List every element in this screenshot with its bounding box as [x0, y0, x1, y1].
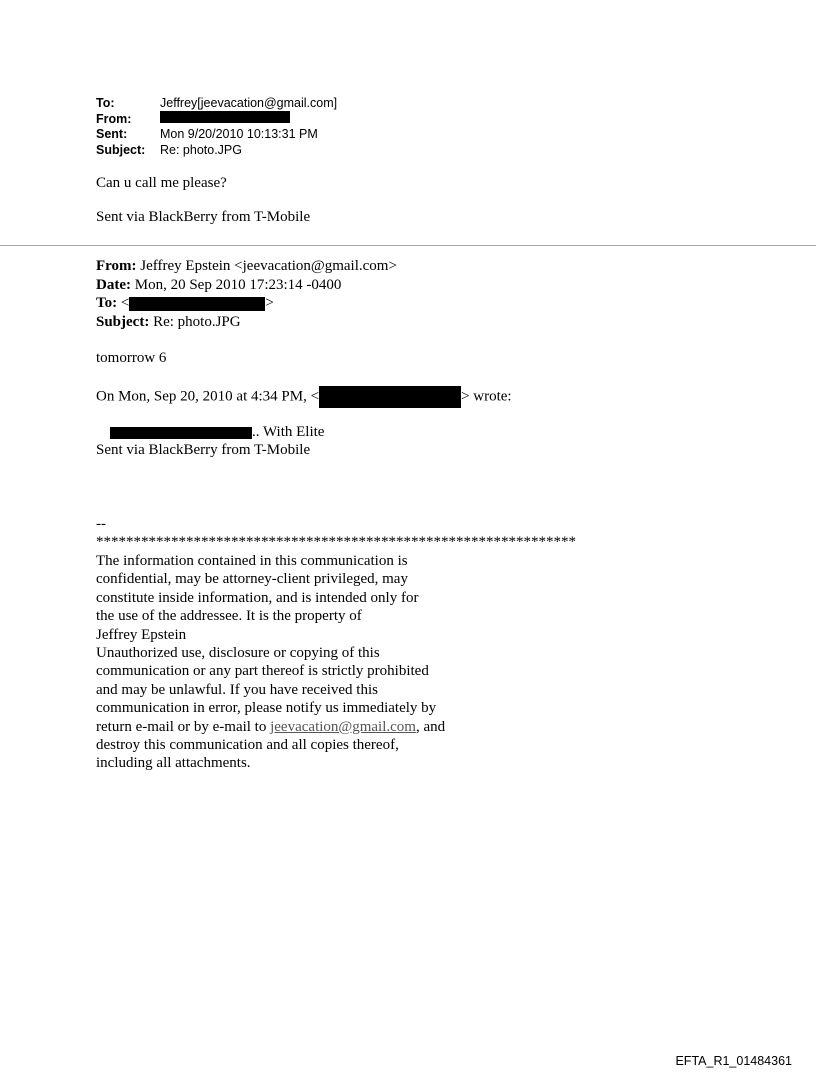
quoted-date-value: Mon, 20 Sep 2010 17:23:14 -0400	[134, 276, 342, 293]
redaction-box	[129, 297, 265, 311]
disclaimer-line: the use of the addressee. It is the property of	[96, 608, 362, 625]
quoted-subject-label: Subject:	[96, 313, 150, 330]
header-from-label: From:	[96, 111, 132, 126]
header-sent-value: Mon 9/20/2010 10:13:31 PM	[160, 127, 318, 142]
disclaimer-line: and may be unlawful. If you have received this	[96, 681, 378, 698]
disclaimer-line: confidential, may be attorney-client privileged, may	[96, 571, 408, 588]
quoted-from-line	[96, 257, 397, 275]
quoted-to-open: <	[120, 295, 130, 311]
disclaimer-line: Unauthorized use, disclosure or copying of this	[96, 645, 380, 662]
quoted-date-line	[96, 276, 341, 294]
redaction-box	[160, 111, 290, 123]
redaction-box	[110, 427, 252, 439]
quoted-from-label: From:	[96, 258, 137, 274]
quoted-subject-value: Re: photo.JPG	[153, 313, 241, 330]
disclaimer-line: including all attachments.	[96, 755, 251, 772]
quoted-to-label: To:	[96, 295, 118, 311]
link-line-prefix: return e-mail or by e-mail to	[96, 718, 271, 735]
disclaimer-dashes: --	[96, 516, 106, 532]
inner-signature: Sent via BlackBerry from T-Mobile	[96, 442, 311, 458]
disclaimer-link-line	[96, 718, 445, 736]
header-sent-label: Sent:	[96, 127, 128, 142]
disclaimer-line: destroy this communication and all copies thereof,	[96, 737, 399, 754]
link-line-suffix: , and	[415, 718, 446, 735]
header-to-label: To:	[96, 96, 115, 110]
disclaimer-line: Jeffrey Epstein	[96, 626, 187, 643]
disclaimer-line: constitute inside information, and is intended only for	[96, 589, 419, 606]
quoted-to-close: >	[265, 295, 274, 311]
reply-body: Can u call me please?	[96, 175, 227, 191]
redaction-box	[319, 386, 461, 408]
inner-quote-line	[110, 423, 324, 441]
disclaimer-line: communication or any part thereof is strictly prohibited	[96, 663, 429, 680]
quoted-from-value: Jeffrey Epstein <jeevacation@gmail.com>	[140, 258, 397, 274]
attribution-prefix: On Mon, Sep 20, 2010 at 4:34 PM, <	[96, 388, 320, 405]
separator-line	[0, 245, 816, 246]
quoted-body: tomorrow 6	[96, 350, 167, 366]
reply-signature: Sent via BlackBerry from T-Mobile	[96, 209, 311, 225]
attribution-suffix: > wrote:	[461, 388, 512, 405]
disclaimer-text	[96, 552, 445, 773]
header-subject-label: Subject:	[96, 142, 146, 157]
header-subject-value: Re: photo.JPG	[160, 142, 242, 157]
header-to-value: Jeffrey[jeevacation@gmail.com]	[160, 96, 338, 110]
quoted-attribution	[96, 386, 512, 408]
inner-quote-suffix: .. With Elite	[252, 424, 325, 440]
disclaimer-stars: ****************************************************************	[96, 534, 576, 550]
disclaimer-line: communication in error, please notify us immediately by	[96, 700, 437, 717]
quoted-date-label: Date:	[96, 276, 131, 293]
header-from-redaction	[160, 110, 290, 126]
quoted-subject-line	[96, 313, 241, 331]
disclaimer-line: The information contained in this communication is	[96, 553, 408, 569]
document-id: EFTA_R1_01484361	[675, 1054, 792, 1068]
email-link[interactable]: jeevacation@gmail.com	[270, 718, 416, 735]
quoted-to-line	[96, 294, 274, 312]
